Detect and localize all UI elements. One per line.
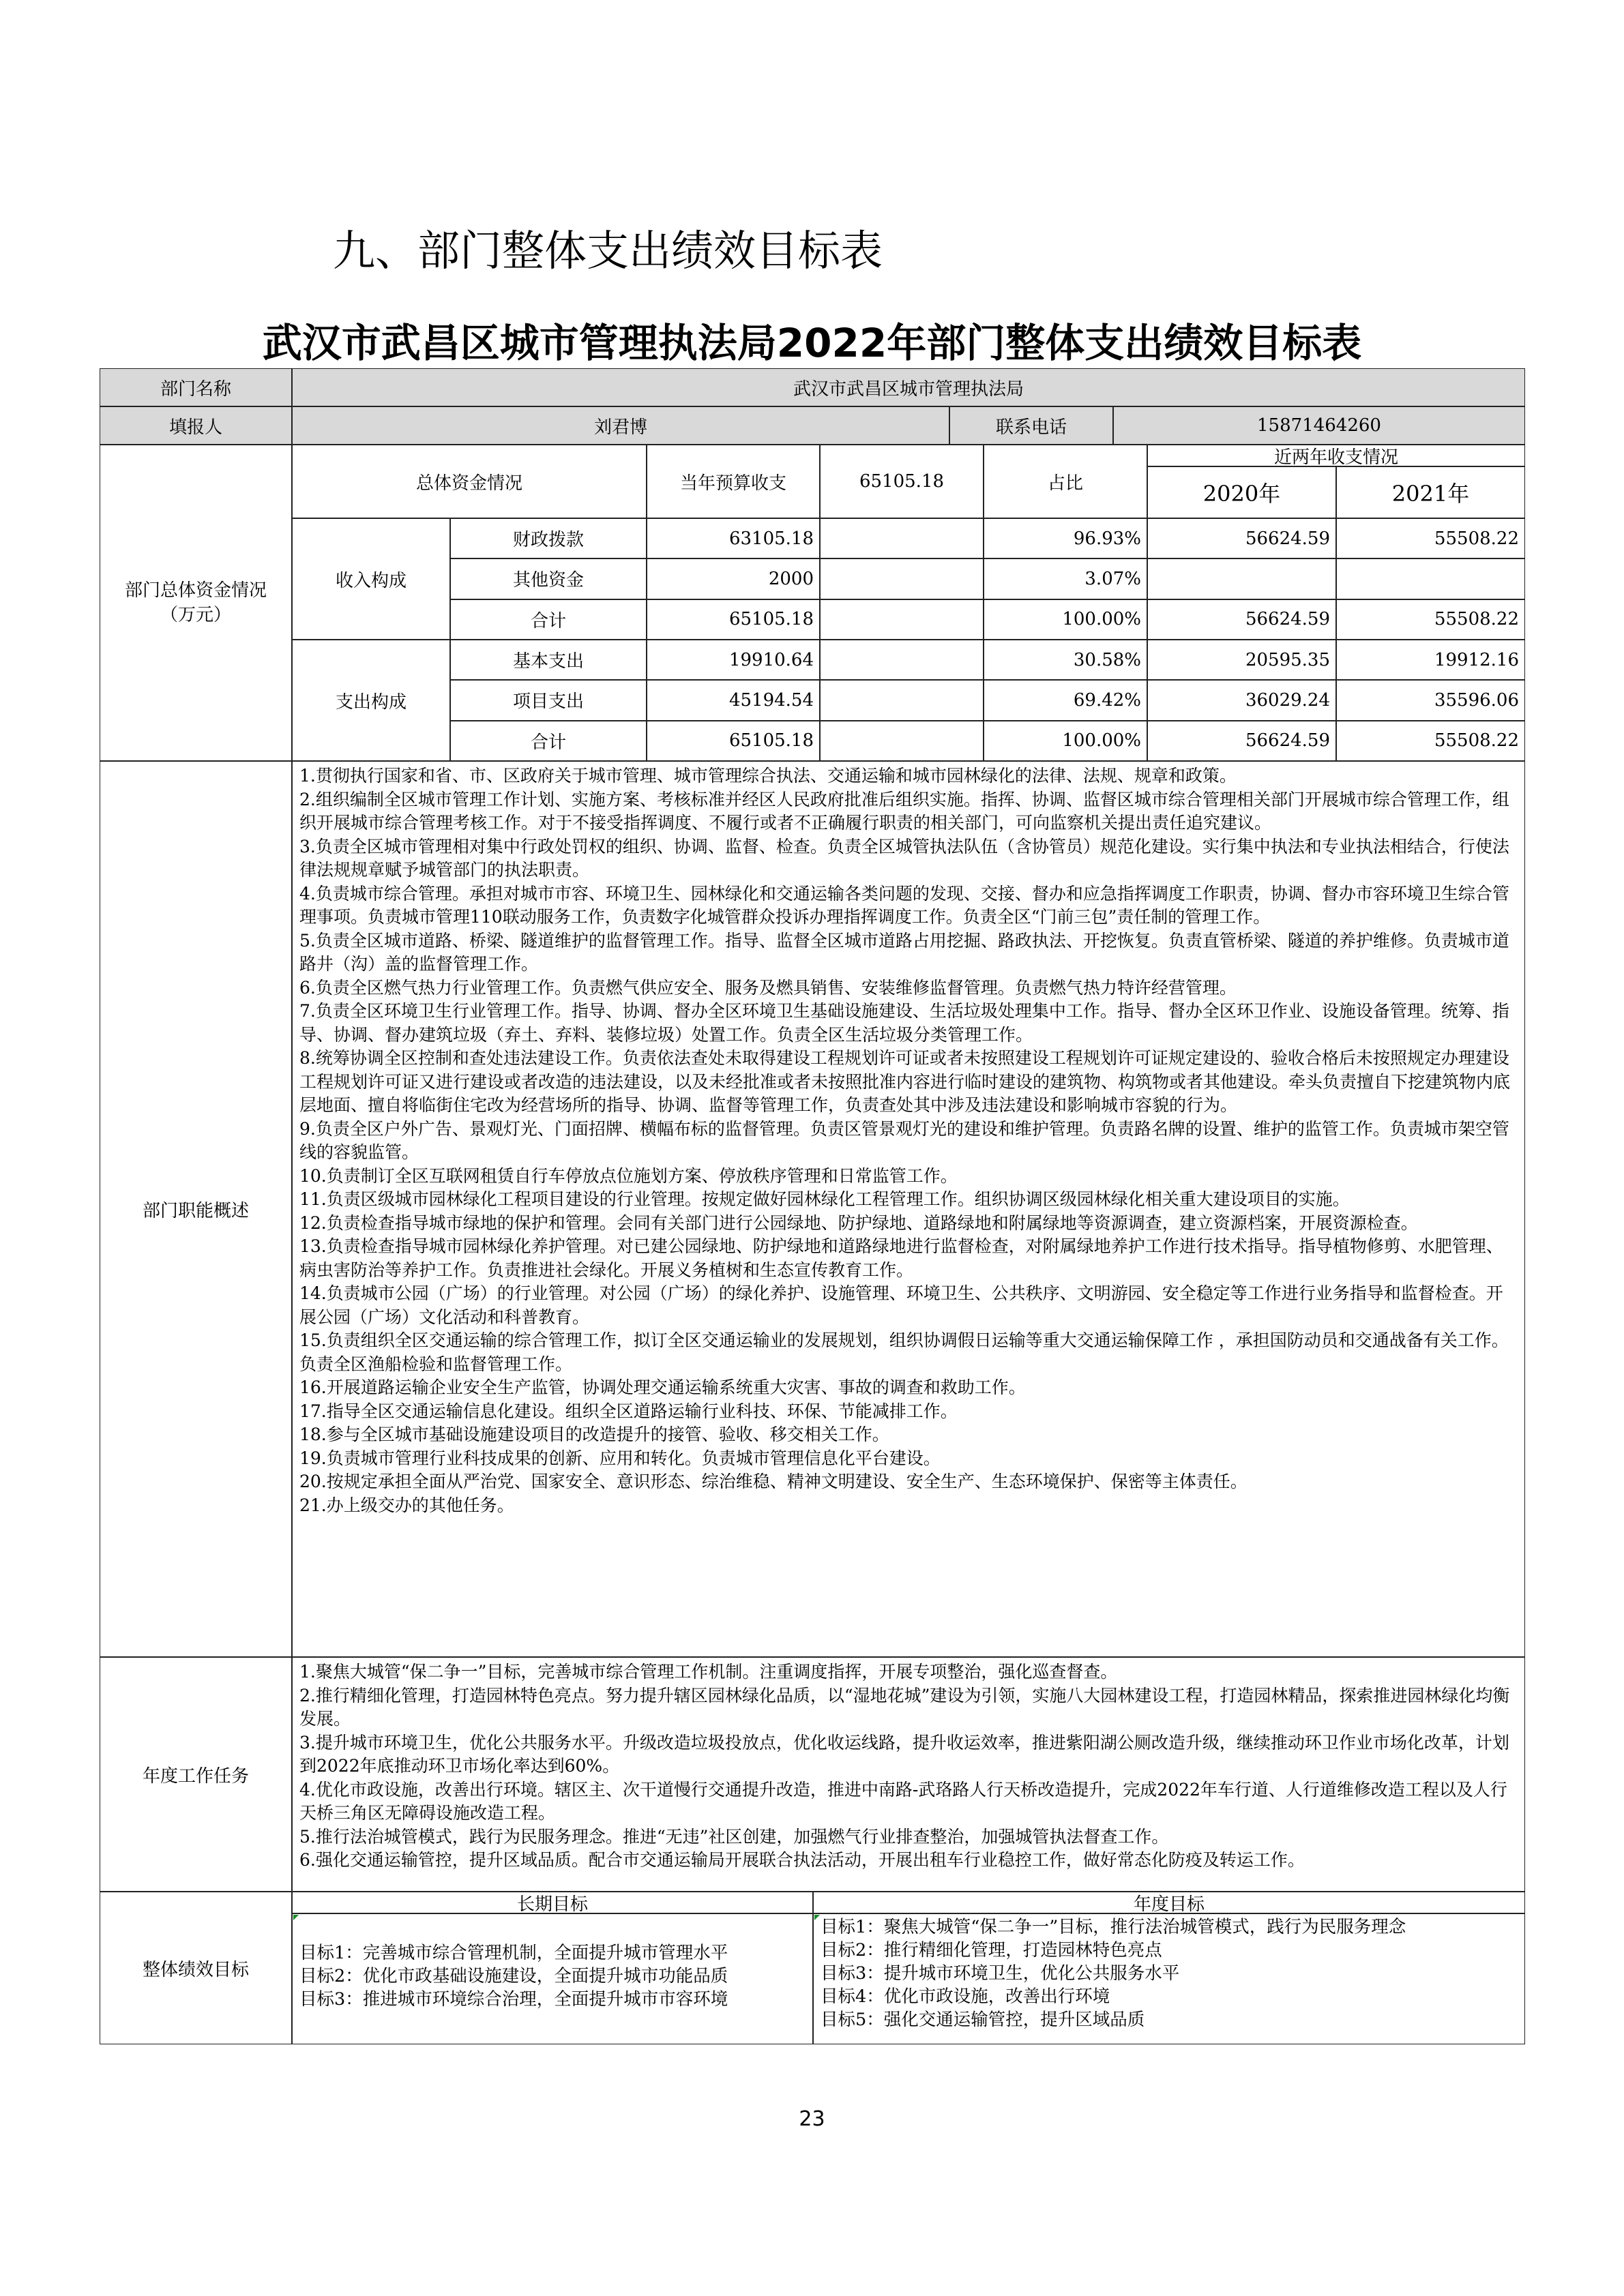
- function-item: 9.负责全区户外广告、景观灯光、门面招牌、横幅布标的监督管理。负责区管景观灯光的建设和维护管理。负责路名牌的设置、维护的监管工作。负责城市架空管线的容貌监管。: [299, 1118, 1509, 1162]
- function-item: 10.负责制订全区互联网租赁自行车停放点位施划方案、停放秩序管理和日常监管工作。: [299, 1165, 958, 1186]
- function-item: 3.负责全区城市管理相对集中行政处罚权的组织、协调、监督、检查。负责全区城管执法队伍（含协管员）规范化建设。实行集中执法和专业执法相结合，行使法律法规规章赋予城管部门的执法职责。: [299, 836, 1509, 880]
- year-2021-label: 2021年: [1336, 466, 1525, 518]
- income-group-label: 收入构成: [292, 518, 450, 640]
- section-heading: 九、部门整体支出绩效目标表: [333, 226, 883, 275]
- function-item: 7.负责全区环境卫生行业管理工作。指导、协调、督办全区环境卫生基础设施建设、生活垃圾处理集中工作。指导、督办全区环卫作业、设施设备管理。统筹、指导、协调、督办建筑垃圾（弃土、弃料、装修垃圾）处置工作。负责全区生活垃圾分类管理工作。: [299, 1001, 1509, 1045]
- phone-label: 联系电话: [949, 406, 1113, 445]
- task-item: 5.推行法治城管模式，践行为民服务理念。推进“无违”社区创建，加强燃气行业排查整治，加强城管执法督查工作。: [299, 1826, 1169, 1847]
- function-item: 13.负责检查指导城市园林绿化养护管理。对已建公园绿地、防护绿地和道路绿地进行监督检查，对附属绿地养护工作进行技术指导。指导植物修剪、水肥管理、病虫害防治等养护工作。负责推进社会绿化。开展义务植树和生态宣传教育工作。: [299, 1236, 1503, 1280]
- function-item: 14.负责城市公园（广场）的行业管理。对公园（广场）的绿化养护、设施管理、环境卫生、公共秩序、文明游园、安全稳定等工作进行业务指导和监督检查。开展公园（广场）文化活动和科普教育。: [299, 1283, 1503, 1327]
- expense-row-ratio: 69.42%: [984, 680, 1147, 720]
- expense-row-amount: 45194.54: [647, 680, 820, 720]
- page-number: 23: [799, 2107, 825, 2131]
- filler-label: 填报人: [100, 406, 292, 445]
- expense-row-y2020: 36029.24: [1147, 680, 1336, 720]
- task-item: 4.优化市政设施，改善出行环境。辖区主、次干道慢行交通提升改造，推进中南路-武珞路人行天桥改造提升，完成2022年车行道、人行道维修改造工程以及人行天桥三角区无障碍设施改造工程。: [299, 1779, 1507, 1823]
- annual-goal-item: 目标3：提升城市环境卫生，优化公共服务水平: [821, 1963, 1180, 1984]
- function-item: 4.负责城市综合管理。承担对城市市容、环境卫生、园林绿化和交通运输各类问题的发现、交接、督办和应急指挥调度工作职责，协调、督办市容环境卫生综合管理事项。负责城市管理110联动服务工作，负责数字化城管群众投诉办理指挥调度工作。负责全区“门前三包”责任制的管理工作。: [299, 883, 1509, 927]
- long-term-goals: [292, 1913, 813, 2044]
- year-2020-label: 2020年: [1147, 466, 1336, 518]
- budget-label: 当年预算收支: [647, 445, 820, 518]
- annual-header: 年度目标: [813, 1892, 1525, 1913]
- expense-row-blank: [820, 721, 984, 761]
- phone-value: 15871464260: [1113, 406, 1525, 445]
- tasks-label: 年度工作任务: [100, 1657, 292, 1892]
- income-row-name: 其他资金: [450, 558, 647, 599]
- filler-value: 刘君博: [292, 406, 949, 445]
- task-item: 3.提升城市环境卫生，优化公共服务水平。升级改造垃圾投放点，优化收运线路，提升收运效率，推进紫阳湖公厕改造升级，继续推动环卫作业市场化改革，计划到2022年底推动环卫市场化率达到60%。: [299, 1732, 1509, 1776]
- income-row-amount: 2000: [647, 558, 820, 599]
- function-item: 19.负责城市管理行业科技成果的创新、应用和转化。负责城市管理信息化平台建设。: [299, 1448, 941, 1468]
- income-row-y2021: 55508.22: [1336, 599, 1525, 640]
- annual-goal-item: 目标5：强化交通运输管控，提升区域品质: [821, 2010, 1145, 2030]
- cell-marker-icon: [293, 1915, 299, 1920]
- long-term-header: 长期目标: [292, 1892, 813, 1913]
- funds-section-label: 部门总体资金情况（万元）: [100, 445, 292, 761]
- expense-row-name: 合计: [450, 721, 647, 761]
- expense-row-name: 基本支出: [450, 640, 647, 680]
- income-row-ratio: 3.07%: [984, 558, 1147, 599]
- income-row-y2021: 55508.22: [1336, 518, 1525, 558]
- task-item: 1.聚焦大城管“保二争一”目标，完善城市综合管理工作机制。注重调度指挥，开展专项整治，强化巡查督查。: [299, 1662, 1118, 1682]
- expense-row-name: 项目支出: [450, 680, 647, 720]
- function-item: 6.负责全区燃气热力行业管理工作。负责燃气供应安全、服务及燃具销售、安装维修监督管理。负责燃气热力特许经营管理。: [299, 977, 1237, 998]
- expense-group-label: 支出构成: [292, 640, 450, 761]
- overall-funds-label: 总体资金情况: [292, 445, 647, 518]
- task-item: 6.强化交通运输管控，提升区域品质。配合市交通运输局开展联合执法活动，开展出租车行业稳控工作，做好常态化防疫及转运工作。: [299, 1850, 1305, 1870]
- long-term-goal-item: 目标1：完善城市综合管理机制，全面提升城市管理水平: [299, 1943, 728, 1963]
- ratio-label: 占比: [984, 445, 1147, 518]
- income-row-blank: [820, 518, 984, 558]
- income-row-blank: [820, 558, 984, 599]
- functions-label: 部门职能概述: [100, 761, 292, 1657]
- expense-row-y2020: 56624.59: [1147, 721, 1336, 761]
- annual-goal-item: 目标2：推行精细化管理，打造园林特色亮点: [821, 1940, 1162, 1960]
- cell-marker-icon: [814, 1915, 820, 1920]
- expense-row-y2020: 20595.35: [1147, 640, 1336, 680]
- recent-years-label: 近两年收支情况: [1147, 445, 1525, 466]
- expense-row-y2021: 35596.06: [1336, 680, 1525, 720]
- dept-value: 武汉市武昌区城市管理执法局: [292, 368, 1525, 406]
- annual-goal-item: 目标4：优化市政设施，改善出行环境: [821, 1986, 1110, 2007]
- expense-row-y2021: 55508.22: [1336, 721, 1525, 761]
- long-term-goal-item: 目标3：推进城市环境综合治理，全面提升城市市容环境: [299, 1989, 728, 2010]
- income-row-y2020: 56624.59: [1147, 518, 1336, 558]
- tasks-text: [292, 1657, 1525, 1892]
- expense-row-amount: 19910.64: [647, 640, 820, 680]
- function-item: 20.按规定承担全面从严治党、国家安全、意识形态、综治维稳、精神文明建设、安全生产、生态环境保护、保密等主体责任。: [299, 1472, 1247, 1491]
- expense-row-y2021: 19912.16: [1336, 640, 1525, 680]
- income-row-ratio: 96.93%: [984, 518, 1147, 558]
- function-item: 5.负责全区城市道路、桥梁、隧道维护的监督管理工作。指导、监督全区城市道路占用挖掘、路政执法、开挖恢复。负责直管桥梁、隧道的养护维修。负责城市道路井（沟）盖的监督管理工作。: [299, 930, 1509, 974]
- expense-row-amount: 65105.18: [647, 721, 820, 761]
- annual-goal-item: 目标1：聚焦大城管“保二争一”目标，推行法治城管模式，践行为民服务理念: [821, 1917, 1406, 1937]
- income-row-blank: [820, 599, 984, 640]
- performance-table: [100, 368, 1525, 2044]
- income-row-name: 财政拨款: [450, 518, 647, 558]
- income-row-y2020: 56624.59: [1147, 599, 1336, 640]
- income-row-y2020: [1147, 558, 1336, 599]
- function-item: 18.参与全区城市基础设施建设项目的改造提升的接管、验收、移交相关工作。: [299, 1425, 889, 1444]
- income-row-y2021: [1336, 558, 1525, 599]
- function-item: 12.负责检查指导城市绿地的保护和管理。会同有关部门进行公园绿地、防护绿地、道路绿地和附属绿地等资源调查，建立资源档案，开展资源检查。: [299, 1212, 1418, 1233]
- income-row-amount: 65105.18: [647, 599, 820, 640]
- table-title: 武汉市武昌区城市管理执法局2022年部门整体支出绩效目标表: [262, 320, 1362, 366]
- expense-row-blank: [820, 680, 984, 720]
- function-item: 17.指导全区交通运输信息化建设。组织全区道路运输行业科技、环保、节能减排工作。: [299, 1401, 958, 1421]
- function-item: 11.负责区级城市园林绿化工程项目建设的行业管理。按规定做好园林绿化工程管理工作。组织协调区级园林绿化相关重大建设项目的实施。: [299, 1189, 1350, 1209]
- goals-label: 整体绩效目标: [100, 1892, 292, 2044]
- function-item: 2.组织编制全区城市管理工作计划、实施方案、考核标准并经区人民政府批准后组织实施。指挥、协调、监督区城市综合管理相关部门开展城市综合管理工作，组织开展城市综合管理考核工作。对于不接受指挥调度、不履行或者不正确履行职责的相关部门，可向监察机关提出责任追究建议。: [299, 789, 1509, 833]
- budget-value: 65105.18: [820, 445, 984, 518]
- task-item: 2.推行精细化管理，打造园林特色亮点。努力提升辖区园林绿化品质，以“湿地花城”建设为引领，实施八大园林建设工程，打造园林精品，探索推进园林绿化均衡发展。: [299, 1685, 1510, 1729]
- functions-text: [292, 761, 1525, 1657]
- function-item: 1.贯彻执行国家和省、市、区政府关于城市管理、城市管理综合执法、交通运输和城市园林绿化的法律、法规、规章和政策。: [299, 766, 1237, 786]
- annual-goals: [813, 1913, 1525, 2044]
- income-row-ratio: 100.00%: [984, 599, 1147, 640]
- function-item: 16.开展道路运输企业安全生产监管，协调处理交通运输系统重大灾害、事故的调查和救助工作。: [299, 1377, 1026, 1397]
- function-item: 15.负责组织全区交通运输的综合管理工作，拟订全区交通运输业的发展规划，组织协调假日运输等重大交通运输保障工作 ，承担国防动员和交通战备有关工作。负责全区渔船检验和监督管理工作。: [299, 1330, 1509, 1374]
- expense-row-ratio: 100.00%: [984, 721, 1147, 761]
- income-row-name: 合计: [450, 599, 647, 640]
- long-term-goal-item: 目标2：优化市政基础设施建设，全面提升城市功能品质: [299, 1966, 728, 1986]
- function-item: 21.办上级交办的其他任务。: [299, 1495, 514, 1515]
- income-row-amount: 63105.18: [647, 518, 820, 558]
- function-item: 8.统筹协调全区控制和查处违法建设工作。负责依法查处未取得建设工程规划许可证或者未按照建设工程规划许可证规定建设的、验收合格后未按照规定办理建设工程规划许可证又进行建设或者改造的违法建设，以及未经批准或者未按照批准内容进行临时建设的建筑物、构筑物或者其他建设。牵头负责擅自下挖建筑物内底层地面、擅自将临街住宅改为经营场所的指导、协调、监督等管理工作，负责查处其中涉及违法建设和影响城市容貌的行为。: [299, 1048, 1511, 1115]
- expense-row-blank: [820, 640, 984, 680]
- expense-row-ratio: 30.58%: [984, 640, 1147, 680]
- dept-label: 部门名称: [100, 368, 292, 406]
